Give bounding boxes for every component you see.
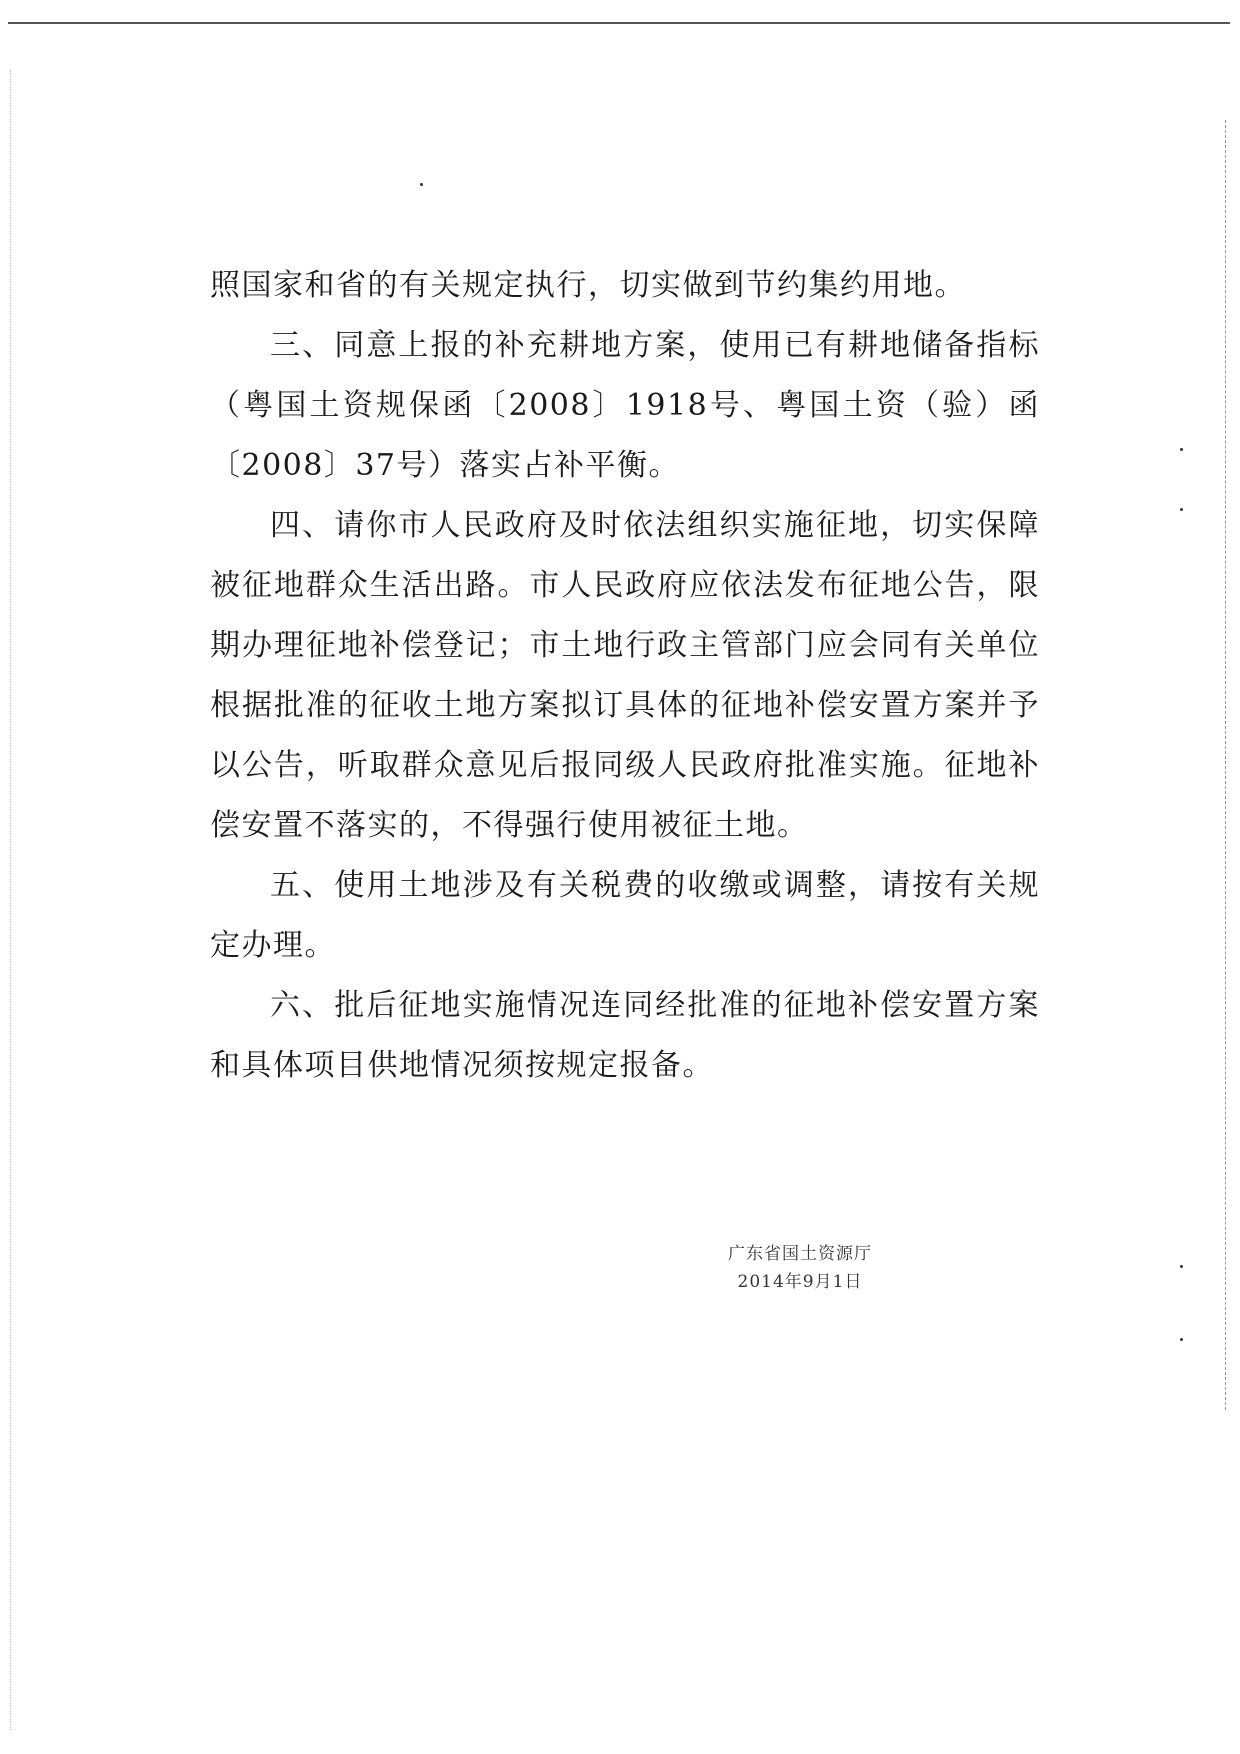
scan-edge-line-right	[1225, 120, 1226, 1410]
scan-edge-line-left	[10, 70, 11, 1730]
paragraph-item-3: 三、同意上报的补充耕地方案，使用已有耕地储备指标（粤国土资规保函〔2008〕1918号、粤国土资（验）函〔2008〕37号）落实占补平衡。	[210, 328, 1040, 483]
issuer-name: 广东省国土资源厅	[728, 1244, 872, 1264]
scan-speck	[1180, 1338, 1183, 1341]
scan-speck	[1180, 1265, 1183, 1268]
document-body	[210, 256, 1040, 1096]
scan-speck	[1180, 448, 1183, 451]
signature-block	[690, 1240, 910, 1296]
scan-speck	[420, 183, 423, 186]
paragraph-item-6: 六、批后征地实施情况连同经批准的征地补偿安置方案和具体项目供地情况须按规定报备。	[210, 988, 1040, 1083]
paragraph-item-4: 四、请你市人民政府及时依法组织实施征地，切实保障被征地群众生活出路。市人民政府应依法发布征地公告，限期办理征地补偿登记；市土地行政主管部门应会同有关单位根据批准的征收土地方案拟订具体的征地补偿安置方案并予以公告，听取群众意见后报同级人民政府批准实施。征地补偿安置不落实的，不得强行使用被征土地。	[210, 508, 1040, 843]
issue-date: 2014年9月1日	[737, 1272, 863, 1292]
paragraph-continuation: 照国家和省的有关规定执行，切实做到节约集约用地。	[210, 268, 966, 303]
scan-edge-line-top	[8, 22, 1230, 24]
scan-speck	[1180, 508, 1183, 511]
paragraph-item-5: 五、使用土地涉及有关税费的收缴或调整，请按有关规定办理。	[210, 868, 1040, 963]
